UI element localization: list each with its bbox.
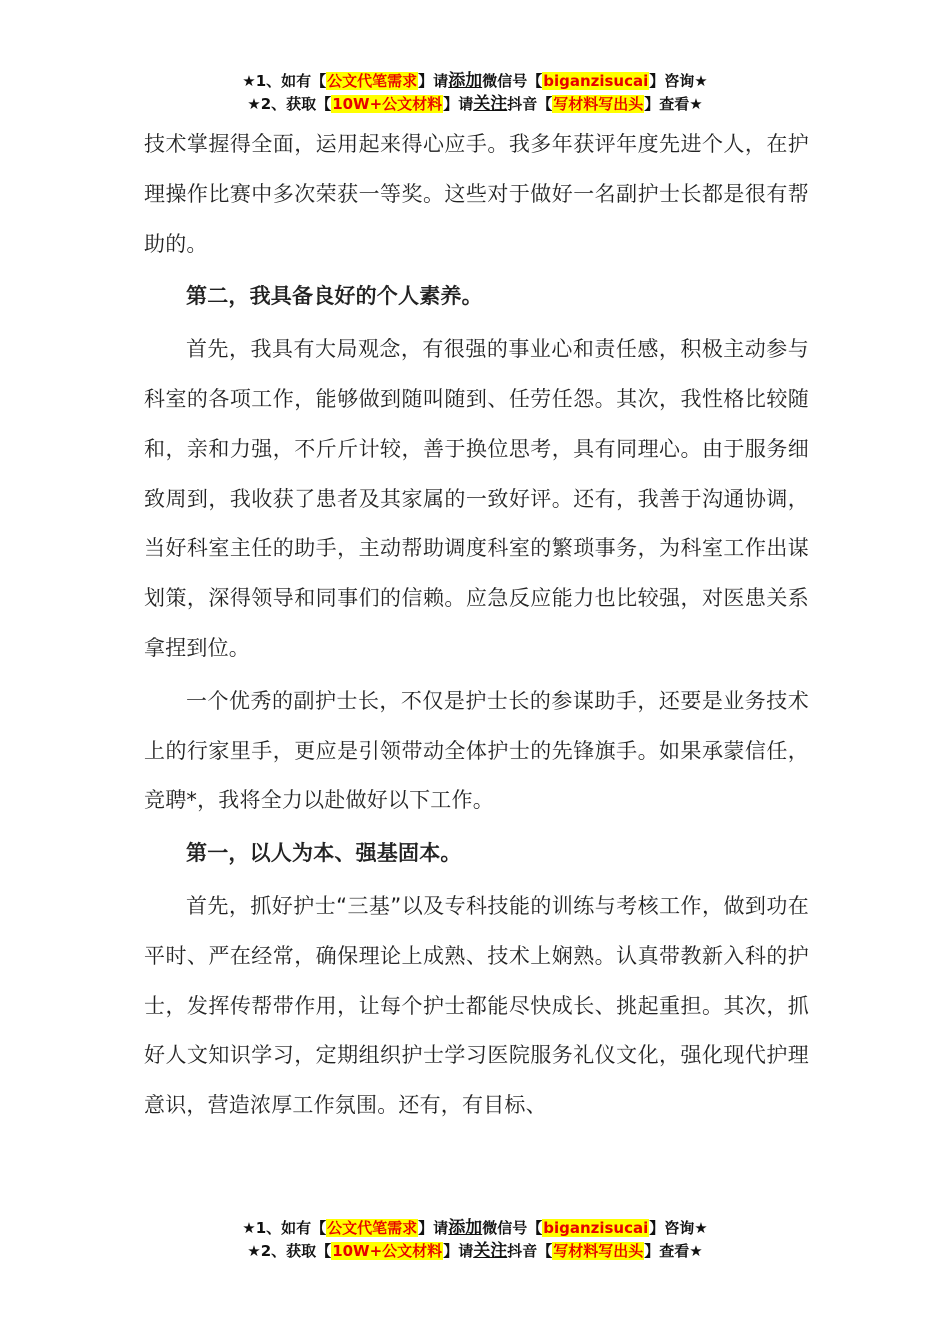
- banner-highlight: biganzisucai: [543, 1219, 649, 1237]
- banner-text: 】咨询★: [649, 72, 708, 90]
- paragraph: 首先，我具有大局观念，有很强的事业心和责任感，积极主动参与科室的各项工作，能够做到随叫随到、任劳任怨。其次，我性格比较随和，亲和力强，不斤斤计较，善于换位思考，具有同理心。由于服务细致周到，我收获了患者及其家属的一致好评。还有，我善于沟通协调，当好科室主任的助手，主动帮助调度科室的繁琐事务，为科室工作出谋划策，深得领导和同事们的信赖。应急反应能力也比较强，对医患关系拿捏到位。: [144, 337, 809, 660]
- section-heading: 第二，我具备良好的个人素养。: [186, 284, 483, 309]
- banner-highlight: 10W+公文材料: [332, 95, 443, 113]
- banner-text: 抖音【: [507, 1242, 553, 1260]
- banner-line-1: [0, 1217, 950, 1240]
- header-banner: [0, 70, 950, 116]
- banner-text: 】请: [443, 95, 474, 113]
- banner-text: ★2、获取【: [247, 1242, 332, 1260]
- banner-text: 】查看★: [644, 95, 703, 113]
- banner-text: 抖音【: [507, 95, 553, 113]
- banner-line-2: [0, 93, 950, 116]
- banner-line-2: [0, 1240, 950, 1263]
- banner-highlight: 写材料写出头: [553, 1242, 644, 1260]
- banner-text: 】咨询★: [649, 1219, 708, 1237]
- banner-underline: 添加: [448, 1218, 483, 1238]
- paragraph: 一个优秀的副护士长，不仅是护士长的参谋助手，还要是业务技术上的行家里手，更应是引领带动全体护士的先锋旗手。如果承蒙信任，竞聘*，我将全力以赴做好以下工作。: [144, 688, 809, 813]
- footer-banner: [0, 1217, 950, 1263]
- banner-text: 微信号【: [482, 72, 543, 90]
- banner-text: ★2、获取【: [247, 95, 332, 113]
- banner-highlight: biganzisucai: [543, 72, 649, 90]
- banner-underline: 添加: [448, 71, 483, 91]
- banner-text: 】请: [418, 1219, 449, 1237]
- section-heading: 第一，以人为本、强基固本。: [186, 841, 462, 866]
- paragraph: 技术掌握得全面，运用起来得心应手。我多年获评年度先进个人，在护理操作比赛中多次荣获一等奖。这些对于做好一名副护士长都是很有帮助的。: [144, 132, 809, 256]
- banner-underline: 关注: [473, 1241, 508, 1261]
- banner-text: 】请: [443, 1242, 474, 1260]
- banner-line-1: [0, 70, 950, 93]
- banner-highlight: 公文代笔需求: [327, 1219, 418, 1237]
- banner-highlight: 公文代笔需求: [327, 72, 418, 90]
- paragraph: 首先，抓好护士“三基”以及专科技能的训练与考核工作，做到功在平时、严在经常，确保理论上成熟、技术上娴熟。认真带教新入科的护士，发挥传帮带作用，让每个护士都能尽快成长、挑起重担。其次，抓好人文知识学习，定期组织护士学习医院服务礼仪文化，强化现代护理意识，营造浓厚工作氛围。还有，有目标、: [144, 893, 809, 1118]
- banner-text: ★1、如有【: [242, 1219, 327, 1237]
- banner-highlight: 10W+公文材料: [332, 1242, 443, 1260]
- banner-text: 】请: [418, 72, 449, 90]
- banner-text: 微信号【: [482, 1219, 543, 1237]
- banner-underline: 关注: [473, 94, 508, 114]
- banner-highlight: 写材料写出头: [553, 95, 644, 113]
- banner-text: ★1、如有【: [242, 72, 327, 90]
- banner-text: 】查看★: [644, 1242, 703, 1260]
- document-body: [144, 120, 809, 1134]
